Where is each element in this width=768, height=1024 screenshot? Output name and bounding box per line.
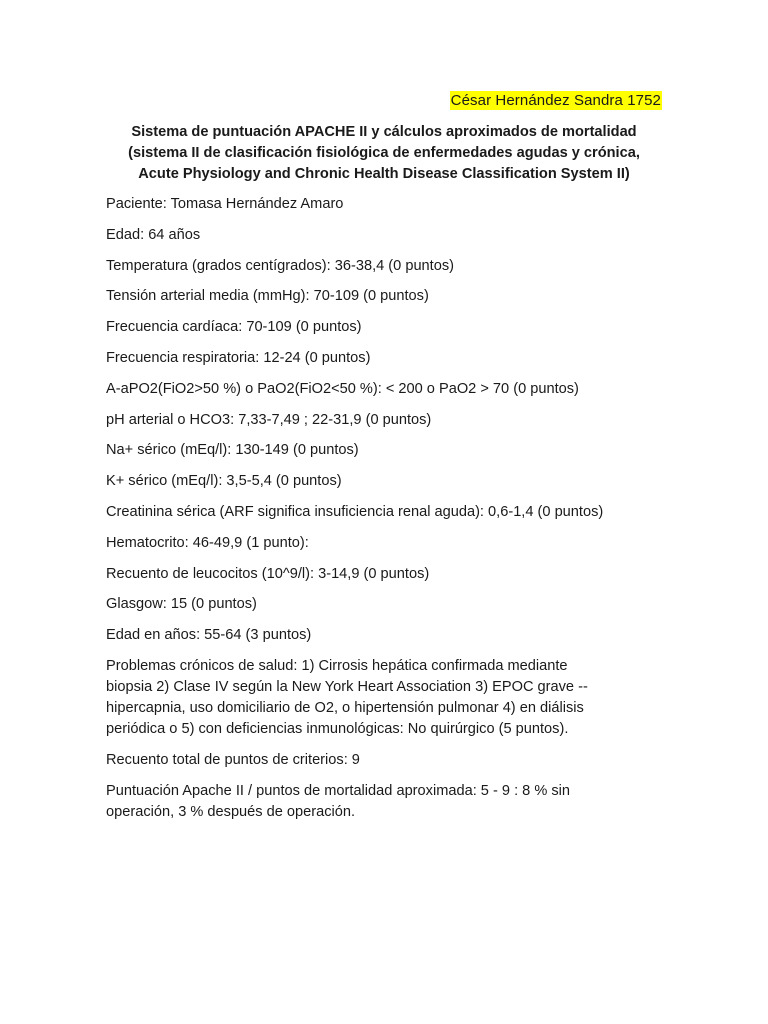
paragraph-line: biopsia 2) Clase IV según la New York Heart Association 3) EPOC grave -- [106,678,588,695]
creatinine-line: Creatinina sérica (ARF significa insuficiencia renal aguda): 0,6-1,4 (0 puntos) [106,503,604,520]
apache-score-paragraph [106,781,666,823]
hematocrit-line: Hematocrito: 46-49,9 (1 punto): [106,534,309,551]
title-line: (sistema II de clasificación fisiológica de enfermedades agudas y crónica, [128,145,640,161]
respiratory-rate-line: Frecuencia respiratoria: 12-24 (0 puntos) [106,349,371,366]
paragraph-line: periódica o 5) con deficiencias inmunológicas: No quirúrgico (5 puntos). [106,720,569,737]
temperature-line: Temperatura (grados centígrados): 36-38,4 (0 puntos) [106,257,455,274]
patient-name: Paciente: Tomasa Hernández Amaro [106,196,344,212]
title-line: Acute Physiology and Chronic Health Disease Classification System II) [138,166,630,182]
patient-age: Edad: 64 años [106,226,201,243]
potassium-line: K+ sérico (mEq/l): 3,5-5,4 (0 puntos) [106,473,342,490]
total-points-line: Recuento total de puntos de criterios: 9 [106,751,360,768]
paragraph-line: Problemas crónicos de salud: 1) Cirrosis hepática confirmada mediante [106,657,568,674]
title-line: Sistema de puntuación APACHE II y cálculos aproximados de mortalidad [131,124,637,140]
author-line [450,91,662,111]
sodium-line: Na+ sérico (mEq/l): 130-149 (0 puntos) [106,442,359,459]
glasgow-line: Glasgow: 15 (0 puntos) [106,596,257,613]
paragraph-line: Puntuación Apache II / puntos de mortalidad aproximada: 5 - 9 : 8 % sin [106,782,571,799]
document-body [106,194,666,823]
oxygenation-line: A-aPO2(FiO2>50 %) o PaO2(FiO2<50 %): < 200 o PaO2 > 70 (0 puntos) [106,380,579,397]
author-highlight: César Hernández Sandra 1752 [450,92,661,109]
paragraph-line: operación, 3 % después de operación. [106,803,356,820]
paragraph-line: hipercapnia, uso domiciliario de O2, o hipertensión pulmonar 4) en diálisis [106,699,584,716]
age-points-line: Edad en años: 55-64 (3 puntos) [106,627,312,644]
ph-line: pH arterial o HCO3: 7,33-7,49 ; 22-31,9 (0 puntos) [106,411,432,428]
heart-rate-line: Frecuencia cardíaca: 70-109 (0 puntos) [106,319,362,336]
leukocytes-line: Recuento de leucocitos (10^9/l): 3-14,9 (0 puntos) [106,565,430,582]
chronic-problems-paragraph [106,656,666,740]
blood-pressure-line: Tensión arterial media (mmHg): 70-109 (0 puntos) [106,288,429,305]
document-title [96,122,672,185]
